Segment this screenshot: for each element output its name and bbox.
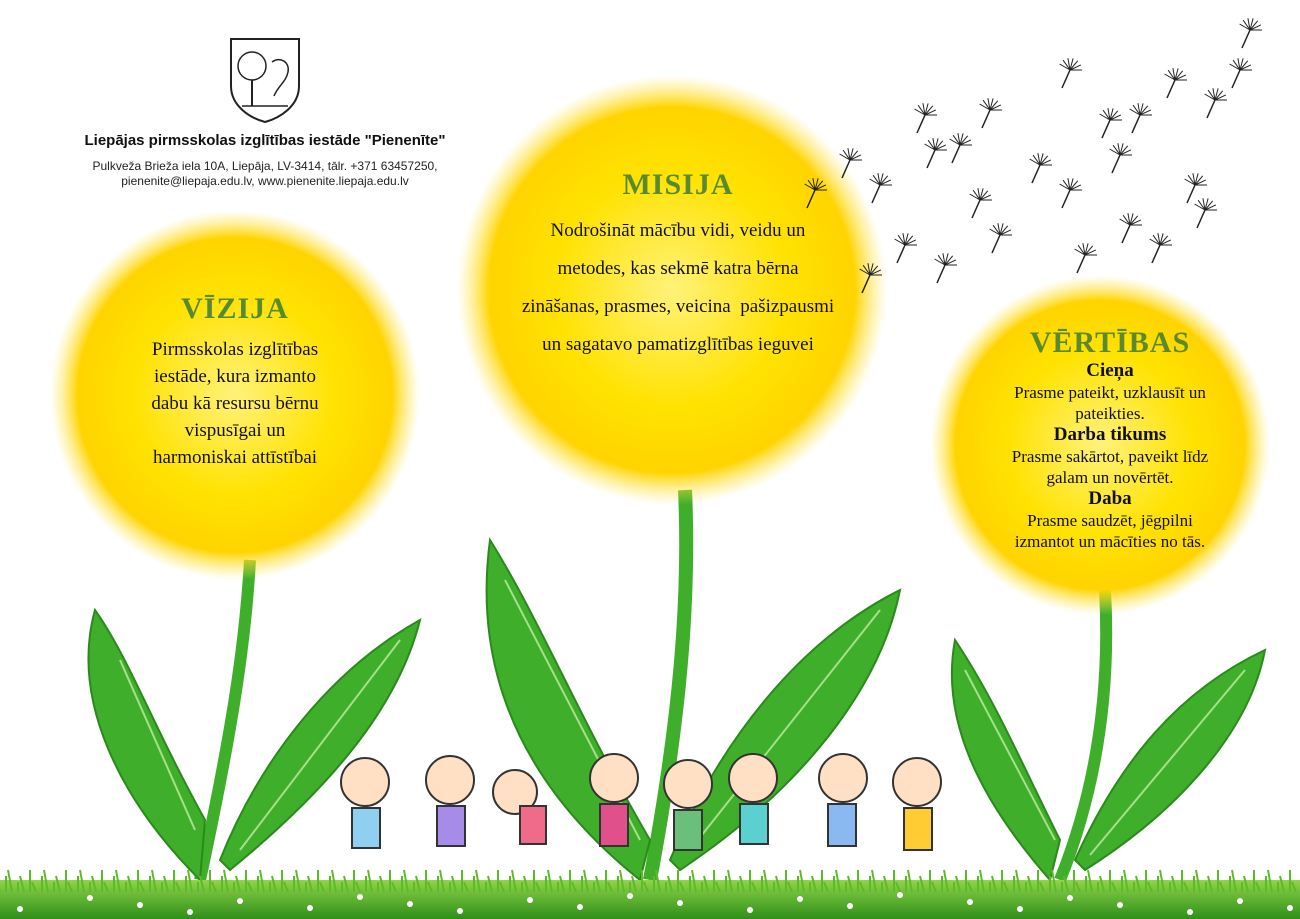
daisy xyxy=(1017,906,1023,912)
organization-name: Liepājas pirmsskolas izglītības iestāde "Pienenīte" xyxy=(84,132,446,149)
dandelion-seed xyxy=(1195,198,1217,228)
dandelion-seed xyxy=(895,233,917,263)
value-description-line: pateikties. xyxy=(1075,404,1145,423)
daisy xyxy=(237,898,243,904)
daisy xyxy=(457,908,463,914)
vision-title: VĪZIJA xyxy=(181,292,289,325)
vision-line: Pirmsskolas izglītības xyxy=(151,339,319,360)
grass-strip xyxy=(0,880,1300,919)
dandelion-seed xyxy=(935,253,957,283)
daisy xyxy=(307,905,313,911)
daisy xyxy=(897,892,903,898)
dandelion-seed xyxy=(950,133,972,163)
dandelion-seed xyxy=(1150,233,1172,263)
value-name: Darba tikums xyxy=(1053,424,1167,445)
value-description-line: Prasme saudzēt, jēgpilni xyxy=(1027,511,1193,530)
vision-section xyxy=(120,292,350,471)
daisy xyxy=(1117,902,1123,908)
daisy xyxy=(747,907,753,913)
daisy xyxy=(1287,905,1293,911)
dandelion-seed xyxy=(1110,143,1132,173)
mission-title: MISIJA xyxy=(622,168,734,201)
vision-text xyxy=(120,336,350,471)
vision-line: vispusīgai un xyxy=(184,420,286,441)
dandelion-seed xyxy=(1205,88,1227,118)
daisy xyxy=(577,904,583,910)
value-name: Daba xyxy=(1088,488,1132,509)
dandelion-seed xyxy=(1060,58,1082,88)
value-description-line: Prasme sakārtot, paveikt līdz xyxy=(1011,447,1209,466)
dandelion-seed xyxy=(1185,173,1207,203)
mission-line: zināšanas, prasmes, veicina pašizpausmi xyxy=(521,296,835,317)
daisy xyxy=(407,901,413,907)
vision-line: dabu kā resursu bērnu xyxy=(151,393,319,414)
organization-header xyxy=(40,36,490,189)
daisy xyxy=(87,895,93,901)
dandelion-seed xyxy=(970,188,992,218)
dandelion-seed xyxy=(1165,68,1187,98)
coat-of-arms-logo xyxy=(228,36,302,124)
vision-line: iestāde, kura izmanto xyxy=(154,366,316,387)
daisy xyxy=(677,900,683,906)
dandelion-seed xyxy=(915,103,937,133)
daisy xyxy=(847,903,853,909)
mission-section xyxy=(478,168,878,364)
daisy xyxy=(187,909,193,915)
daisy xyxy=(797,896,803,902)
daisy xyxy=(967,899,973,905)
values-title: VĒRTĪBAS xyxy=(1029,326,1191,359)
dandelion-seed xyxy=(1130,103,1152,133)
dandelion-seed xyxy=(1100,108,1122,138)
dandelion-seed xyxy=(1030,153,1052,183)
dandelion-seed xyxy=(1240,18,1262,48)
value-description-line: galam un novērtēt. xyxy=(1046,468,1174,487)
dandelion-seed xyxy=(1230,58,1252,88)
mission-line: un sagatavo pamatizglītības ieguvei xyxy=(542,334,814,355)
daisy xyxy=(1067,895,1073,901)
mission-line: Nodrošināt mācību vidi, veidu un xyxy=(550,220,806,241)
mission-text xyxy=(478,212,878,364)
daisy xyxy=(627,893,633,899)
dandelion-seed xyxy=(980,98,1002,128)
dandelion-seed xyxy=(1060,178,1082,208)
daisy xyxy=(137,902,143,908)
dandelion-seed xyxy=(925,138,947,168)
daisy xyxy=(527,897,533,903)
contact-line-address: Pulkveža Brieža iela 10A, Liepāja, LV-3414, tālr. +371 63457250, xyxy=(92,159,438,173)
value-name: Cieņa xyxy=(1086,360,1134,381)
daisy xyxy=(17,906,23,912)
value-description-line: Prasme pateikt, uzklausīt un xyxy=(1014,383,1206,402)
value-description-line: izmantot un mācīties no tās. xyxy=(1014,532,1206,551)
daisy xyxy=(357,894,363,900)
vision-line: harmoniskai attīstībai xyxy=(152,447,318,468)
dandelion-seed xyxy=(1120,213,1142,243)
values-section xyxy=(990,326,1230,552)
contact-line-web: pienenite@liepaja.edu.lv, www.pienenite.liepaja.edu.lv xyxy=(121,174,409,188)
daisy xyxy=(1187,909,1193,915)
mission-line: metodes, kas sekmē katra bērna xyxy=(557,258,799,279)
dandelion-seed xyxy=(1075,243,1097,273)
daisy xyxy=(1237,898,1243,904)
dandelion-seed xyxy=(990,223,1012,253)
